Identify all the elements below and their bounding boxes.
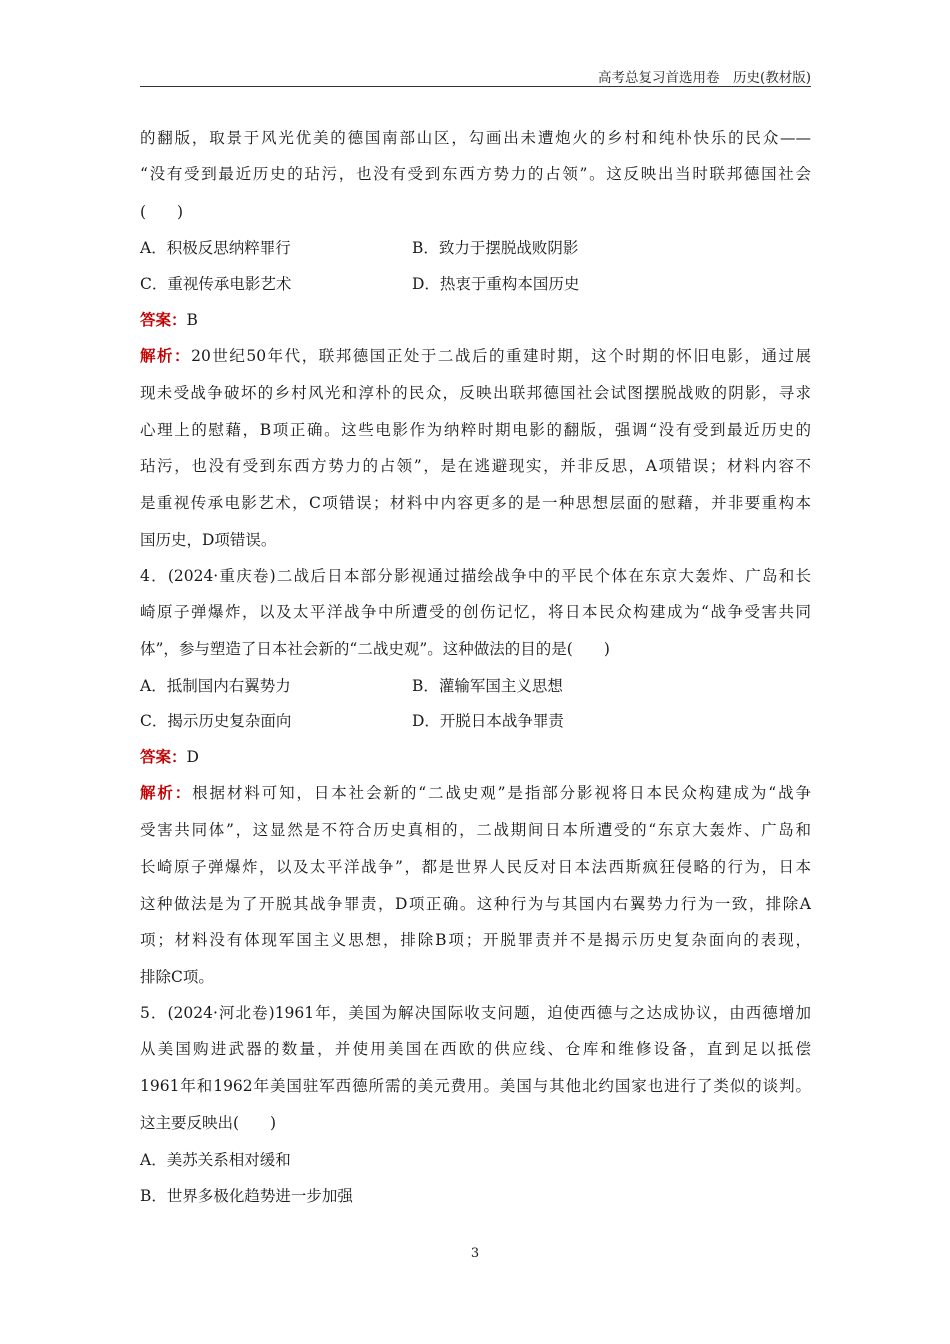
q3-stem-line: 的翻版，取景于风光优美的德国南部山区，勾画出未遭炮火的乡村和纯朴快乐的民众—— — [140, 129, 811, 147]
q4-option-b: B．灌输军国主义思想 — [412, 677, 563, 695]
q4-analysis-line: 受害共同体”，这显然是不符合历史真相的，二战期间日本所遭受的“东京大轰炸、广岛和 — [140, 821, 811, 839]
q4-stem-line: 体”，参与塑造了日本社会新的“二战史观”。这种做法的目的是( ) — [140, 640, 610, 658]
q4-options-row-2 — [140, 709, 811, 731]
analysis-label: 解析： — [140, 346, 192, 365]
q4-option-d: D．开脱日本战争罪责 — [412, 712, 564, 730]
q4-analysis-line: 排除C项。 — [140, 968, 214, 986]
q4-options-row-1 — [140, 674, 811, 696]
q4-option-a: A．抵制国内右翼势力 — [140, 677, 291, 695]
q3-analysis-line: 解析：20世纪50年代，联邦德国正处于二战后的重建时期，这个时期的怀旧电影，通过展 — [140, 346, 811, 365]
page-number: 3 — [470, 1246, 480, 1261]
q4-stem-line: 崎原子弹爆炸，以及太平洋战争中所遭受的创伤记忆，将日本民众构建成为“战争受害共同 — [140, 603, 811, 621]
q3-option-d: D．热衷于重构本国历史 — [412, 275, 580, 293]
q3-answer — [140, 308, 198, 330]
q5-option-b: B．世界多极化趋势进一步加强 — [140, 1187, 353, 1205]
header-title: 高考总复习首选用卷 历史(教材版) — [597, 70, 811, 86]
q4-option-c: C．揭示历史复杂面向 — [140, 712, 292, 730]
q4-analysis-line: 这种做法是为了开脱其战争罪责，D项正确。这种行为与其国内右翼势力行为一致，排除A — [140, 895, 811, 913]
q3-option-a: A．积极反思纳粹罪行 — [140, 239, 291, 257]
q5-stem-line: 这主要反映出( ) — [140, 1114, 277, 1132]
q3-options-row-1 — [140, 236, 811, 258]
q5-option-a: A．美苏关系相对缓和 — [140, 1151, 291, 1169]
answer-label: 答案： — [140, 747, 187, 766]
q3-analysis-line: 玷污，也没有受到东西方势力的占领”，是在逃避现实，并非反思，A项错误；材料内容不 — [140, 457, 811, 475]
answer-label: 答案： — [140, 310, 187, 329]
answer-value: B — [186, 311, 198, 329]
q3-analysis-line: 是重视传承电影艺术，C项错误；材料中内容更多的是一种思想层面的慰藉，并非要重构本 — [140, 494, 811, 512]
q5-stem-line: 1961年和1962年美国驻军西德所需的美元费用。美国与其他北约国家也进行了类似的谈判。 — [140, 1077, 811, 1095]
q3-blank: ( ) — [140, 203, 184, 221]
q3-stem-line: “没有受到最近历史的玷污，也没有受到东西方势力的占领”。这反映出当时联邦德国社会 — [140, 165, 811, 183]
answer-value: D — [186, 748, 199, 766]
page-header — [140, 66, 811, 87]
q4-stem-line: 4．(2024·重庆卷)二战后日本部分影视通过描绘战争中的平民个体在东京大轰炸、广岛和长 — [140, 567, 811, 585]
analysis-label: 解析： — [140, 783, 193, 802]
q3-option-c: C．重视传承电影艺术 — [140, 275, 292, 293]
q3-analysis-line: 心理上的慰藉，B项正确。这些电影作为纳粹时期电影的翻版，强调“没有受到最近历史的 — [140, 421, 811, 439]
q3-options-row-2 — [140, 272, 811, 294]
q3-analysis-line: 现未受战争破坏的乡村风光和淳朴的民众，反映出联邦德国社会试图摆脱战败的阴影，寻求 — [140, 384, 811, 402]
q5-stem-line: 从美国购进武器的数量，并使用美国在西欧的供应线、仓库和维修设备，直到足以抵偿 — [140, 1040, 811, 1058]
q4-analysis-line: 项；材料没有体现军国主义思想，排除B项；开脱罪责并不是揭示历史复杂面向的表现， — [140, 931, 811, 949]
q3-option-b: B．致力于摆脱战败阴影 — [412, 239, 579, 257]
q3-analysis-line: 国历史，D项错误。 — [140, 531, 277, 549]
q5-stem-line: 5．(2024·河北卷)1961年，美国为解决国际收支问题，迫使西德与之达成协议，由西德增加 — [140, 1004, 811, 1022]
q4-answer — [140, 745, 199, 767]
q4-analysis-line: 解析：根据材料可知，日本社会新的“二战史观”是指部分影视将日本民众构建成为“战争 — [140, 783, 811, 802]
q4-analysis-line: 长崎原子弹爆炸，以及太平洋战争”，都是世界人民反对日本法西斯疯狂侵略的行为，日本 — [140, 858, 811, 876]
